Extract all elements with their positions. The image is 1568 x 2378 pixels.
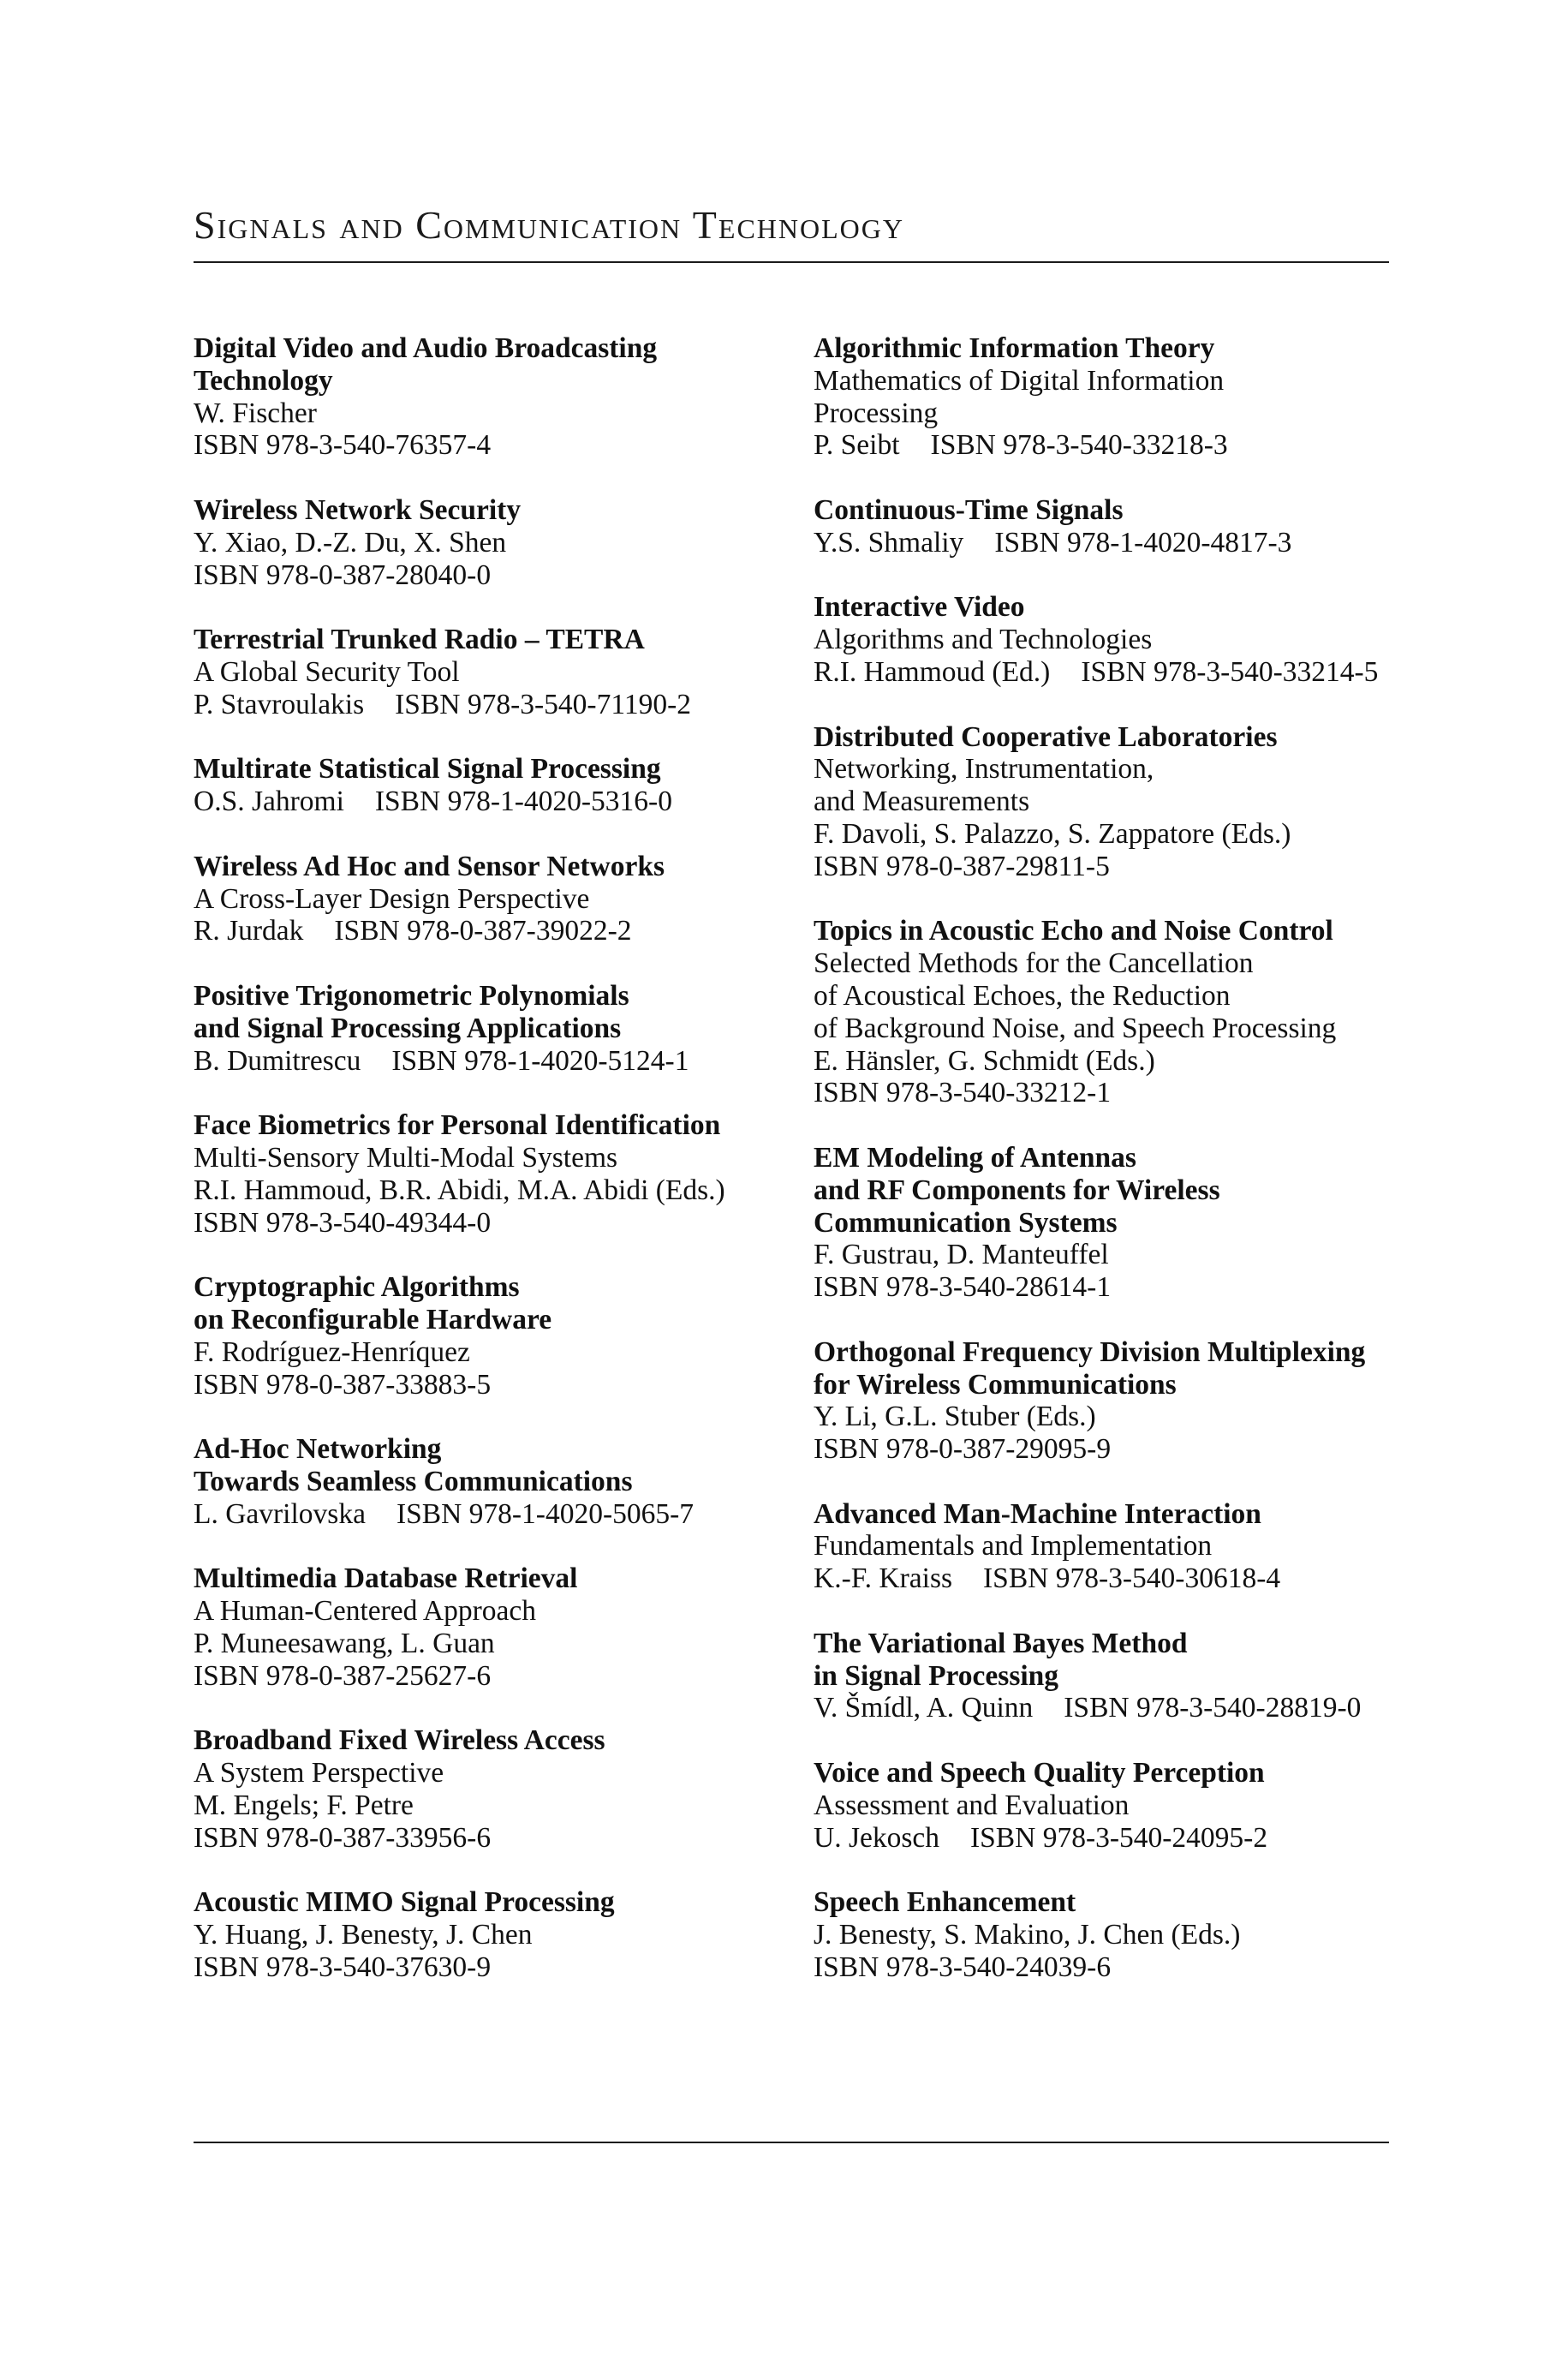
book-isbn: ISBN 978-3-540-76357-4 bbox=[194, 429, 492, 462]
book-title: and Signal Processing Applications bbox=[194, 1012, 622, 1044]
book-authors: Y. Li, G.L. Stuber (Eds.) bbox=[814, 1401, 1096, 1433]
book-isbn: ISBN 978-3-540-24095-2 bbox=[970, 1821, 1268, 1854]
right-column bbox=[814, 332, 1404, 2016]
book-title: Wireless Ad Hoc and Sensor Networks bbox=[194, 850, 665, 882]
book-title: Broadband Fixed Wireless Access bbox=[194, 1724, 605, 1757]
book-title: Multirate Statistical Signal Processing bbox=[194, 753, 661, 786]
book-subtitle: Mathematics of Digital Information bbox=[814, 364, 1225, 397]
book-title: Technology bbox=[194, 364, 333, 397]
book-title: Continuous-Time Signals bbox=[814, 493, 1124, 526]
book-authors: P. Seibt bbox=[814, 429, 900, 462]
book-isbn: ISBN 978-3-540-37630-9 bbox=[194, 1951, 492, 1983]
book-title: Advanced Man-Machine Interaction bbox=[814, 1497, 1261, 1530]
book-title: in Signal Processing bbox=[814, 1659, 1059, 1692]
book-authors: U. Jekosch bbox=[814, 1821, 940, 1854]
book-title: Interactive Video bbox=[814, 591, 1025, 624]
book-subtitle: Selected Methods for the Cancellation bbox=[814, 947, 1254, 980]
book-subtitle: A System Perspective bbox=[194, 1757, 444, 1789]
book-isbn: ISBN 978-0-387-33883-5 bbox=[194, 1368, 492, 1401]
book-authors: M. Engels; F. Petre bbox=[194, 1789, 414, 1821]
book-isbn: ISBN 978-1-4020-5065-7 bbox=[396, 1497, 695, 1530]
author-isbn-line bbox=[194, 915, 793, 947]
book-authors: R.I. Hammoud (Ed.) bbox=[814, 655, 1051, 688]
book-entry bbox=[194, 1886, 793, 1983]
author-isbn-line bbox=[814, 429, 1404, 462]
book-isbn: ISBN 978-0-387-33956-6 bbox=[194, 1821, 492, 1854]
book-isbn: ISBN 978-3-540-24039-6 bbox=[814, 1951, 1112, 1983]
book-entry bbox=[194, 753, 793, 818]
book-isbn: ISBN 978-3-540-33214-5 bbox=[1081, 655, 1379, 688]
book-title: Digital Video and Audio Broadcasting bbox=[194, 332, 658, 364]
book-entry bbox=[194, 1271, 793, 1401]
book-title: Cryptographic Algorithms bbox=[194, 1271, 520, 1304]
left-column bbox=[194, 332, 793, 2016]
book-subtitle: Algorithms and Technologies bbox=[814, 624, 1153, 656]
book-isbn: ISBN 978-3-540-33212-1 bbox=[814, 1077, 1112, 1109]
book-authors: R.I. Hammoud, B.R. Abidi, M.A. Abidi (Eds.) bbox=[194, 1174, 725, 1206]
book-authors: B. Dumitrescu bbox=[194, 1044, 361, 1077]
book-isbn: ISBN 978-0-387-28040-0 bbox=[194, 559, 492, 591]
book-entry bbox=[194, 851, 793, 947]
top-rule bbox=[194, 261, 1389, 263]
book-authors: W. Fischer bbox=[194, 397, 317, 429]
book-authors: Y. Xiao, D.-Z. Du, X. Shen bbox=[194, 526, 507, 559]
book-subtitle: of Acoustical Echoes, the Reduction bbox=[814, 979, 1231, 1012]
book-title: Communication Systems bbox=[814, 1206, 1118, 1239]
book-authors: Y. Huang, J. Benesty, J. Chen bbox=[194, 1919, 533, 1951]
book-isbn: ISBN 978-1-4020-4817-3 bbox=[994, 526, 1292, 559]
book-subtitle: Fundamentals and Implementation bbox=[814, 1530, 1213, 1562]
book-entry bbox=[814, 915, 1404, 1109]
book-isbn: ISBN 978-1-4020-5316-0 bbox=[374, 786, 672, 818]
book-title: for Wireless Communications bbox=[814, 1368, 1177, 1401]
author-isbn-line bbox=[814, 527, 1404, 559]
book-isbn: ISBN 978-3-540-71190-2 bbox=[395, 688, 691, 720]
book-title: Distributed Cooperative Laboratories bbox=[814, 720, 1278, 753]
book-subtitle: A Global Security Tool bbox=[194, 655, 460, 688]
book-entry bbox=[194, 332, 793, 462]
book-subtitle: A Human-Centered Approach bbox=[194, 1595, 537, 1628]
book-entry bbox=[814, 1498, 1404, 1595]
book-title: EM Modeling of Antennas bbox=[814, 1141, 1136, 1174]
book-isbn: ISBN 978-0-387-25627-6 bbox=[194, 1659, 492, 1692]
book-title: Terrestrial Trunked Radio – TETRA bbox=[194, 624, 645, 656]
book-entry bbox=[814, 1886, 1404, 1983]
book-isbn: ISBN 978-1-4020-5124-1 bbox=[391, 1044, 689, 1077]
book-isbn: ISBN 978-3-540-28614-1 bbox=[814, 1271, 1112, 1304]
book-title: Voice and Speech Quality Perception bbox=[814, 1757, 1265, 1789]
author-isbn-line bbox=[814, 1822, 1404, 1855]
book-isbn: ISBN 978-3-540-28819-0 bbox=[1064, 1692, 1362, 1724]
book-authors: J. Benesty, S. Makino, J. Chen (Eds.) bbox=[814, 1919, 1241, 1951]
book-subtitle: A Cross-Layer Design Perspective bbox=[194, 882, 590, 915]
book-isbn: ISBN 978-3-540-30618-4 bbox=[983, 1562, 1281, 1595]
book-entry bbox=[194, 1109, 793, 1239]
book-title: Speech Enhancement bbox=[814, 1886, 1076, 1919]
book-entry bbox=[194, 624, 793, 720]
author-isbn-line bbox=[194, 689, 793, 721]
book-authors: L. Gavrilovska bbox=[194, 1497, 366, 1530]
book-isbn: ISBN 978-0-387-29095-9 bbox=[814, 1433, 1112, 1466]
author-isbn-line bbox=[194, 1498, 793, 1531]
book-isbn: ISBN 978-0-387-29811-5 bbox=[814, 850, 1110, 882]
book-title: Wireless Network Security bbox=[194, 493, 522, 526]
book-title: and RF Components for Wireless bbox=[814, 1174, 1220, 1206]
book-authors: P. Muneesawang, L. Guan bbox=[194, 1627, 495, 1659]
book-entry bbox=[194, 494, 793, 591]
book-entry bbox=[194, 1724, 793, 1854]
book-isbn: ISBN 978-3-540-49344-0 bbox=[194, 1206, 492, 1239]
book-entry bbox=[814, 332, 1404, 462]
book-authors: K.-F. Kraiss bbox=[814, 1562, 953, 1595]
book-title: Orthogonal Frequency Division Multiplexing bbox=[814, 1335, 1366, 1368]
book-subtitle: Assessment and Evaluation bbox=[814, 1789, 1130, 1821]
book-title: Acoustic MIMO Signal Processing bbox=[194, 1886, 615, 1919]
book-subtitle: Networking, Instrumentation, bbox=[814, 753, 1154, 786]
book-subtitle: Multi-Sensory Multi-Modal Systems bbox=[194, 1141, 618, 1174]
author-isbn-line bbox=[814, 1562, 1404, 1595]
author-isbn-line bbox=[194, 1045, 793, 1078]
book-entry bbox=[194, 1562, 793, 1692]
book-entry bbox=[194, 1433, 793, 1530]
author-isbn-line bbox=[814, 656, 1404, 689]
book-subtitle: Processing bbox=[814, 397, 939, 429]
series-title: Signals and Communication Technology bbox=[194, 203, 905, 247]
book-title: Ad-Hoc Networking bbox=[194, 1433, 442, 1466]
author-isbn-line bbox=[814, 1692, 1404, 1724]
book-authors: F. Gustrau, D. Manteuffel bbox=[814, 1239, 1109, 1271]
book-title: on Reconfigurable Hardware bbox=[194, 1303, 552, 1335]
book-entry bbox=[814, 1628, 1404, 1724]
book-authors: Y.S. Shmaliy bbox=[814, 526, 964, 559]
book-entry bbox=[814, 1142, 1404, 1304]
book-entry bbox=[194, 980, 793, 1077]
book-title: Multimedia Database Retrieval bbox=[194, 1562, 578, 1595]
book-authors: F. Rodríguez-Henríquez bbox=[194, 1335, 470, 1368]
book-isbn: ISBN 978-0-387-39022-2 bbox=[334, 915, 632, 947]
book-entry bbox=[814, 721, 1404, 883]
book-authors: V. Šmídl, A. Quinn bbox=[814, 1692, 1034, 1724]
book-title: Positive Trigonometric Polynomials bbox=[194, 979, 629, 1012]
book-subtitle: and Measurements bbox=[814, 786, 1030, 818]
book-entry bbox=[814, 1757, 1404, 1854]
book-entry bbox=[814, 1336, 1404, 1466]
book-authors: O.S. Jahromi bbox=[194, 786, 344, 818]
bottom-rule bbox=[194, 2142, 1389, 2143]
book-entry bbox=[814, 494, 1404, 559]
book-title: Topics in Acoustic Echo and Noise Control bbox=[814, 915, 1333, 947]
book-title: Face Biometrics for Personal Identification bbox=[194, 1109, 721, 1142]
book-authors: F. Davoli, S. Palazzo, S. Zappatore (Eds.) bbox=[814, 817, 1291, 850]
book-title: Algorithmic Information Theory bbox=[814, 332, 1215, 364]
book-authors: R. Jurdak bbox=[194, 915, 304, 947]
book-title: The Variational Bayes Method bbox=[814, 1627, 1188, 1659]
book-title: Towards Seamless Communications bbox=[194, 1465, 633, 1497]
book-isbn: ISBN 978-3-540-33218-3 bbox=[930, 429, 1228, 462]
book-entry bbox=[814, 591, 1404, 688]
author-isbn-line bbox=[194, 786, 793, 818]
book-authors: E. Hänsler, G. Schmidt (Eds.) bbox=[814, 1044, 1155, 1077]
book-authors: P. Stavroulakis bbox=[194, 688, 365, 720]
book-subtitle: of Background Noise, and Speech Processing bbox=[814, 1012, 1337, 1044]
